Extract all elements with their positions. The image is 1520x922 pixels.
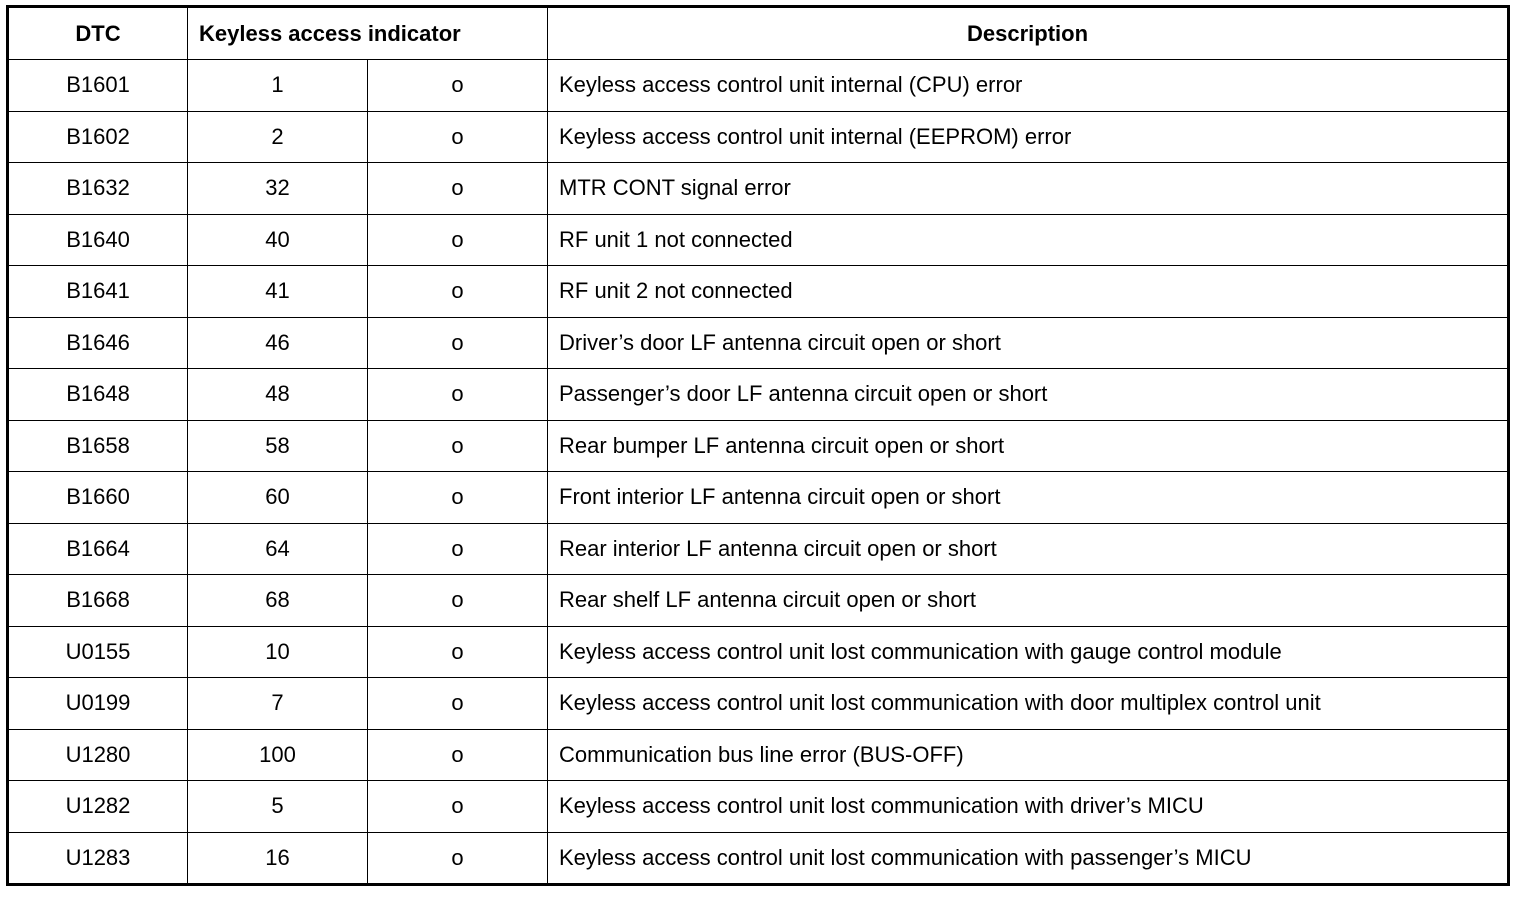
indicator-mark-cell: o <box>368 781 548 833</box>
dtc-code-cell: B1641 <box>8 266 188 318</box>
indicator-mark-cell: o <box>368 472 548 524</box>
indicator-mark-cell: o <box>368 626 548 678</box>
blink-count-cell: 1 <box>188 60 368 112</box>
dtc-code-cell: B1602 <box>8 111 188 163</box>
blink-count-cell: 10 <box>188 626 368 678</box>
indicator-mark-cell: o <box>368 832 548 885</box>
indicator-mark-cell: o <box>368 163 548 215</box>
indicator-mark-cell: o <box>368 266 548 318</box>
indicator-mark-cell: o <box>368 678 548 730</box>
dtc-code-cell: B1640 <box>8 214 188 266</box>
indicator-mark-cell: o <box>368 60 548 112</box>
blink-count-cell: 68 <box>188 575 368 627</box>
blink-count-cell: 41 <box>188 266 368 318</box>
indicator-mark-cell: o <box>368 575 548 627</box>
description-cell: Rear interior LF antenna circuit open or short <box>548 523 1509 575</box>
dtc-table <box>6 5 1510 886</box>
indicator-mark-cell: o <box>368 369 548 421</box>
indicator-mark-cell: o <box>368 420 548 472</box>
description-cell: Keyless access control unit internal (EEPROM) error <box>548 111 1509 163</box>
dtc-code-cell: B1646 <box>8 317 188 369</box>
dtc-code-cell: B1660 <box>8 472 188 524</box>
table-row <box>8 678 1509 730</box>
dtc-code-cell: U0155 <box>8 626 188 678</box>
blink-count-cell: 2 <box>188 111 368 163</box>
indicator-mark-cell: o <box>368 214 548 266</box>
indicator-mark-cell: o <box>368 729 548 781</box>
description-cell: Keyless access control unit internal (CPU) error <box>548 60 1509 112</box>
blink-count-cell: 48 <box>188 369 368 421</box>
indicator-mark-cell: o <box>368 111 548 163</box>
description-cell: RF unit 1 not connected <box>548 214 1509 266</box>
header-description: Description <box>548 7 1509 60</box>
dtc-code-cell: B1664 <box>8 523 188 575</box>
indicator-mark-cell: o <box>368 523 548 575</box>
table-row <box>8 626 1509 678</box>
table-body <box>8 60 1509 885</box>
table-row <box>8 472 1509 524</box>
dtc-code-cell: B1632 <box>8 163 188 215</box>
description-cell: Rear shelf LF antenna circuit open or short <box>548 575 1509 627</box>
dtc-code-cell: B1601 <box>8 60 188 112</box>
table-row <box>8 317 1509 369</box>
table-header-row <box>8 7 1509 60</box>
dtc-code-cell: B1648 <box>8 369 188 421</box>
description-cell: Keyless access control unit lost communication with gauge control module <box>548 626 1509 678</box>
table-row <box>8 832 1509 885</box>
table-row <box>8 781 1509 833</box>
table-row <box>8 523 1509 575</box>
description-cell: Keyless access control unit lost communication with passenger’s MICU <box>548 832 1509 885</box>
dtc-code-cell: U1283 <box>8 832 188 885</box>
dtc-code-cell: U0199 <box>8 678 188 730</box>
table-row <box>8 729 1509 781</box>
table-row <box>8 214 1509 266</box>
description-cell: Passenger’s door LF antenna circuit open or short <box>548 369 1509 421</box>
description-cell: Driver’s door LF antenna circuit open or short <box>548 317 1509 369</box>
dtc-code-cell: B1658 <box>8 420 188 472</box>
blink-count-cell: 32 <box>188 163 368 215</box>
header-keyless-access-indicator: Keyless access indicator <box>188 7 548 60</box>
description-cell: RF unit 2 not connected <box>548 266 1509 318</box>
table-row <box>8 111 1509 163</box>
description-cell: MTR CONT signal error <box>548 163 1509 215</box>
blink-count-cell: 46 <box>188 317 368 369</box>
description-cell: Communication bus line error (BUS-OFF) <box>548 729 1509 781</box>
table-row <box>8 420 1509 472</box>
table-row <box>8 60 1509 112</box>
dtc-code-cell: U1282 <box>8 781 188 833</box>
indicator-mark-cell: o <box>368 317 548 369</box>
dtc-code-cell: U1280 <box>8 729 188 781</box>
description-cell: Keyless access control unit lost communication with driver’s MICU <box>548 781 1509 833</box>
description-cell: Rear bumper LF antenna circuit open or short <box>548 420 1509 472</box>
blink-count-cell: 60 <box>188 472 368 524</box>
blink-count-cell: 16 <box>188 832 368 885</box>
blink-count-cell: 58 <box>188 420 368 472</box>
table-row <box>8 163 1509 215</box>
blink-count-cell: 5 <box>188 781 368 833</box>
header-dtc: DTC <box>8 7 188 60</box>
blink-count-cell: 100 <box>188 729 368 781</box>
table-row <box>8 575 1509 627</box>
dtc-code-cell: B1668 <box>8 575 188 627</box>
blink-count-cell: 7 <box>188 678 368 730</box>
table-row <box>8 266 1509 318</box>
description-cell: Keyless access control unit lost communication with door multiplex control unit <box>548 678 1509 730</box>
blink-count-cell: 64 <box>188 523 368 575</box>
blink-count-cell: 40 <box>188 214 368 266</box>
table-row <box>8 369 1509 421</box>
description-cell: Front interior LF antenna circuit open or short <box>548 472 1509 524</box>
